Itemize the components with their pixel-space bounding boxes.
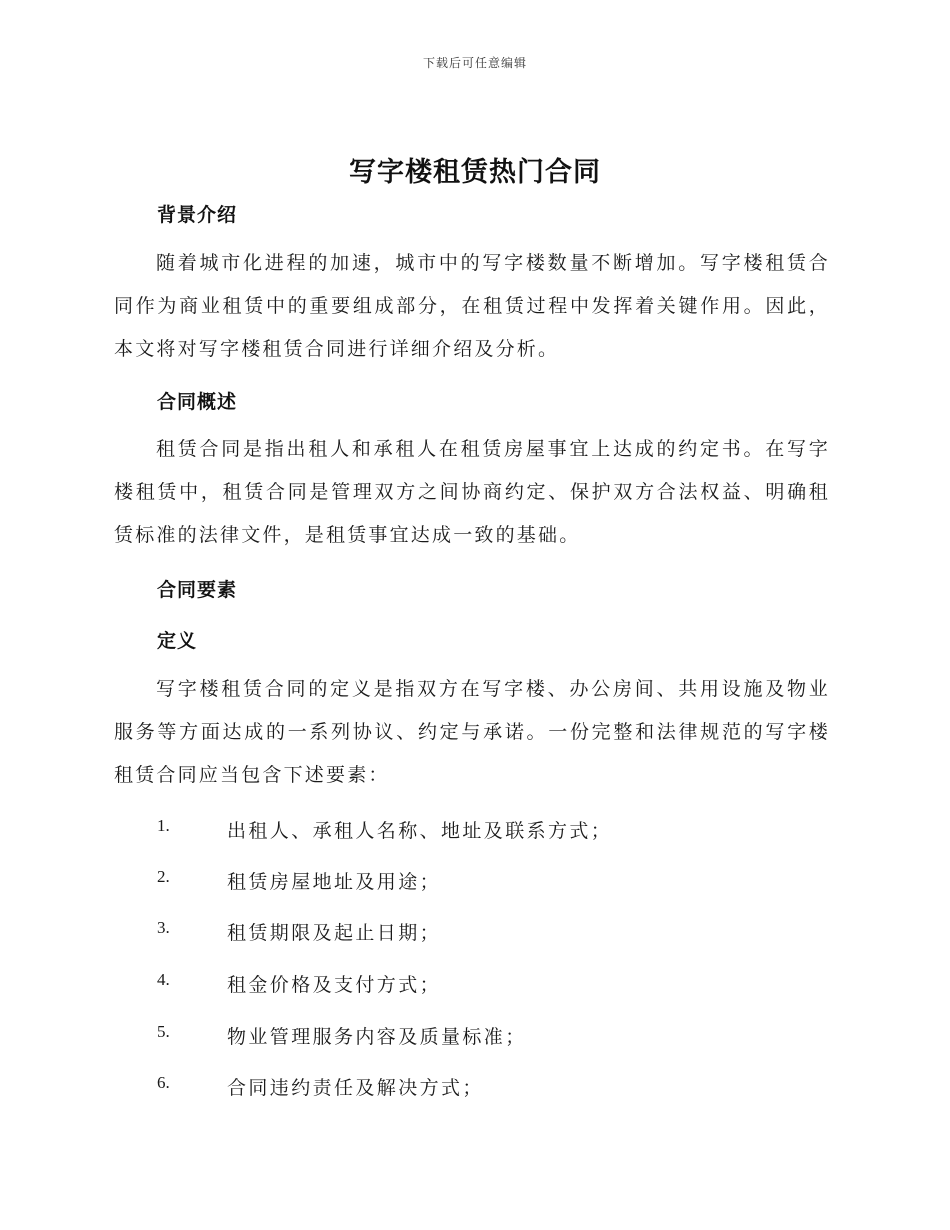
list-item bbox=[157, 816, 830, 846]
document-title: 写字楼租赁热门合同 bbox=[349, 157, 601, 188]
list-number: 5. bbox=[157, 1022, 170, 1041]
list-text: 租赁期限及起止日期； bbox=[227, 922, 442, 944]
list-number: 4. bbox=[157, 970, 170, 989]
list-text: 租金价格及支付方式； bbox=[227, 974, 442, 996]
list-text: 租赁房屋地址及用途； bbox=[227, 871, 442, 893]
list-number: 1. bbox=[157, 816, 170, 835]
list-number: 3. bbox=[157, 918, 170, 937]
heading-elements: 合同要素 bbox=[157, 579, 238, 601]
list-item bbox=[157, 1073, 830, 1103]
list-item bbox=[157, 970, 830, 1000]
heading-overview: 合同概述 bbox=[157, 391, 238, 413]
list-item bbox=[157, 867, 830, 897]
heading-background: 背景介绍 bbox=[157, 204, 238, 226]
list-text: 出租人、承租人名称、地址及联系方式； bbox=[227, 820, 613, 842]
paragraph-background: 随着城市化进程的加速，城市中的写字楼数量不断增加。写字楼租赁合同作为商业租赁中的重要组成部分，在租赁过程中发挥着关键作用。因此，本文将对写字楼租赁合同进行详细介绍及分析。 bbox=[114, 252, 830, 360]
list-number: 2. bbox=[157, 867, 170, 886]
list-item bbox=[157, 918, 830, 948]
list-item bbox=[157, 1022, 830, 1052]
list-number: 6. bbox=[157, 1073, 170, 1092]
paragraph-overview: 租赁合同是指出租人和承租人在租赁房屋事宜上达成的约定书。在写字楼租赁中，租赁合同是管理双方之间协商约定、保护双方合法权益、明确租赁标准的法律文件，是租赁事宜达成一致的基础。 bbox=[114, 438, 830, 546]
list-text: 物业管理服务内容及质量标准； bbox=[227, 1026, 527, 1048]
paragraph-definition: 写字楼租赁合同的定义是指双方在写字楼、办公房间、共用设施及物业服务等方面达成的一系列协议、约定与承诺。一份完整和法律规范的写字楼租赁合同应当包含下述要素： bbox=[114, 678, 830, 786]
header-note: 下载后可任意编辑 bbox=[422, 56, 527, 70]
heading-definition: 定义 bbox=[157, 630, 198, 652]
list-text: 合同违约责任及解决方式； bbox=[227, 1077, 484, 1099]
